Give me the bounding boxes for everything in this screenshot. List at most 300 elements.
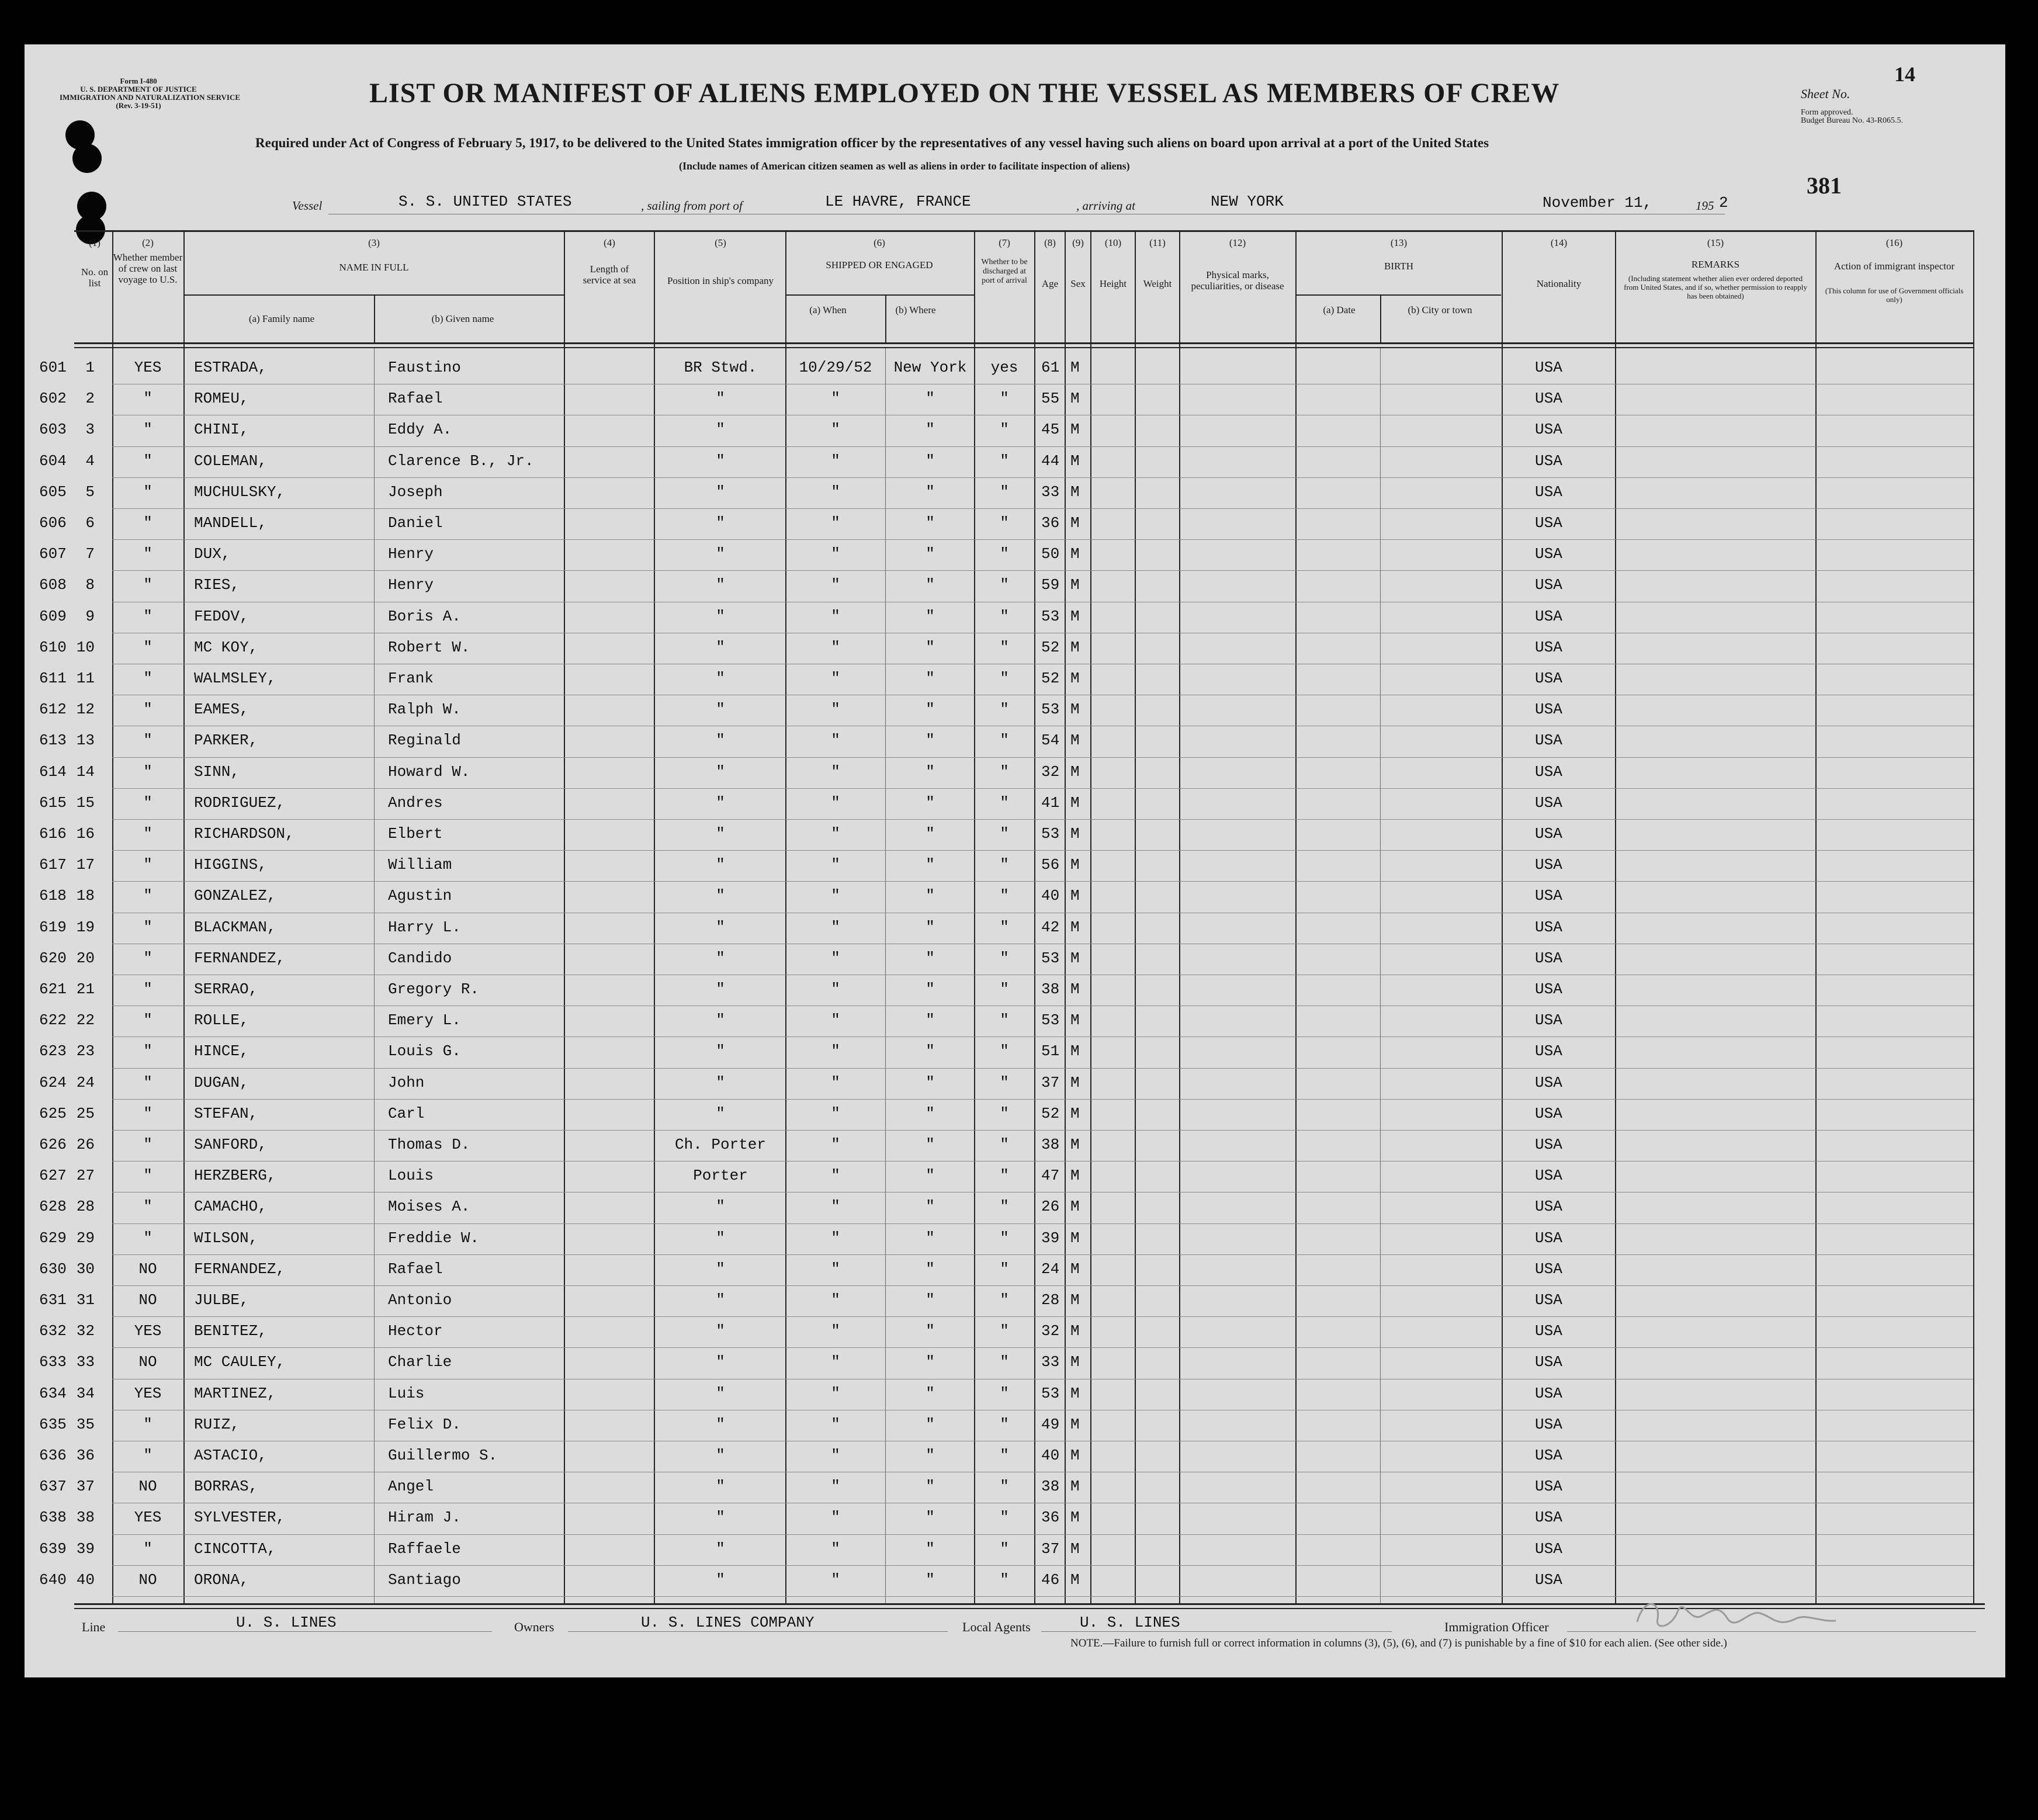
- row-given-name: Charlie: [388, 1353, 452, 1371]
- row-discharge: ": [1000, 1322, 1009, 1340]
- row-shipped-when: ": [831, 732, 840, 750]
- row-discharge: ": [1000, 887, 1009, 905]
- row-shipped-when: ": [831, 701, 840, 719]
- row-nationality: USA: [1535, 545, 1562, 563]
- row-sex: M: [1070, 1540, 1080, 1558]
- row-age: 26: [1041, 1198, 1060, 1216]
- row-sequence-number: 622: [39, 1011, 67, 1029]
- row-family-name: MC CAULEY,: [194, 1353, 286, 1371]
- row-position: Ch. Porter: [674, 1136, 767, 1153]
- row-shipped-when: ": [831, 1104, 840, 1122]
- row-nationality: USA: [1535, 1447, 1562, 1464]
- row-nationality: USA: [1535, 1167, 1562, 1185]
- row-family-name: RIES,: [194, 576, 240, 594]
- row-sequence-number: 608: [39, 576, 67, 594]
- row-shipped-where: ": [926, 1509, 935, 1527]
- col14-number: (14): [1550, 237, 1568, 248]
- row-shipped-when: 10/29/52: [799, 359, 872, 376]
- row-sequence-number: 629: [39, 1229, 67, 1247]
- col7-number: (7): [999, 237, 1010, 248]
- row-nationality: USA: [1535, 1415, 1562, 1433]
- col11-label: Weight: [1143, 278, 1172, 289]
- department: U. S. DEPARTMENT OF JUSTICE: [80, 85, 197, 93]
- sub-column-divider: [374, 348, 375, 1603]
- row-shipped-when: ": [831, 1571, 840, 1589]
- row-discharge: ": [1000, 1260, 1009, 1278]
- row-family-name: MUCHULSKY,: [194, 483, 286, 501]
- row-position: ": [716, 421, 725, 439]
- row-position: ": [716, 1509, 725, 1527]
- row-nationality: USA: [1535, 1571, 1562, 1589]
- row-family-name: WALMSLEY,: [194, 670, 276, 687]
- row-age: 49: [1041, 1415, 1060, 1433]
- row-sequence-number: 606: [39, 514, 67, 532]
- row-sex: M: [1070, 359, 1080, 376]
- col14-label: Nationality: [1536, 278, 1582, 289]
- row-shipped-when: ": [831, 793, 840, 812]
- row-sequence-number: 602: [39, 390, 67, 408]
- col15-sublabel: (Including statement whether alien ever ordered deported from United States, and if so, whether permission to reapply has been obtained): [1624, 274, 1807, 300]
- row-nationality: USA: [1535, 607, 1562, 625]
- row-family-name: HERZBERG,: [194, 1167, 276, 1185]
- row-age: 59: [1041, 576, 1060, 594]
- row-age: 37: [1041, 1073, 1060, 1091]
- row-shipped-when: ": [831, 918, 840, 936]
- row-nationality: USA: [1535, 576, 1562, 594]
- row-discharge: yes: [990, 359, 1018, 376]
- row-given-name: Rafael: [388, 1260, 443, 1278]
- row-sex: M: [1070, 421, 1080, 439]
- row-sequence-number: 637: [39, 1478, 67, 1496]
- row-list-number: 5: [85, 483, 95, 501]
- sheet-number: 14: [1894, 63, 1915, 86]
- row-position: ": [716, 1198, 725, 1216]
- subtitle: Required under Act of Congress of February 5, 1917, to be delivered to the United States immigration officer by the representatives of any vessel having such aliens on board upon arrival at a port of the United States: [255, 136, 1489, 150]
- row-discharge: ": [1000, 1011, 1009, 1029]
- row-rule: [112, 1223, 1973, 1224]
- row-shipped-where: ": [926, 1260, 935, 1278]
- row-sex: M: [1070, 1042, 1080, 1060]
- row-position: ": [716, 1073, 725, 1091]
- row-previous-voyage: ": [143, 1415, 152, 1433]
- row-list-number: 11: [76, 670, 95, 687]
- row-sequence-number: 619: [39, 918, 67, 936]
- row-family-name: STEFAN,: [194, 1104, 258, 1122]
- row-shipped-when: ": [831, 1478, 840, 1496]
- row-list-number: 19: [76, 918, 95, 936]
- row-given-name: Howard W.: [388, 762, 470, 781]
- row-age: 53: [1041, 825, 1060, 843]
- row-given-name: Emery L.: [388, 1011, 461, 1029]
- row-nationality: USA: [1535, 1042, 1562, 1060]
- row-position: ": [716, 1415, 725, 1433]
- row-position: BR Stwd.: [684, 359, 757, 376]
- local-agents-label: Local Agents: [962, 1620, 1031, 1634]
- row-age: 38: [1041, 1478, 1060, 1496]
- row-shipped-where: ": [926, 980, 935, 998]
- row-shipped-when: ": [831, 421, 840, 439]
- row-sequence-number: 612: [39, 701, 67, 719]
- row-position: ": [716, 825, 725, 843]
- row-list-number: 10: [76, 638, 95, 656]
- row-given-name: Luis: [388, 1384, 425, 1402]
- row-rule: [112, 508, 1973, 509]
- row-sex: M: [1070, 980, 1080, 998]
- line-label: Line: [82, 1620, 106, 1634]
- row-shipped-where: ": [926, 483, 935, 501]
- row-position: ": [716, 670, 725, 687]
- row-nationality: USA: [1535, 856, 1562, 874]
- manifest-sheet: [25, 44, 2005, 1677]
- row-rule: [112, 570, 1973, 571]
- col3-label: NAME IN FULL: [339, 262, 409, 273]
- row-discharge: ": [1000, 670, 1009, 687]
- col13a-label: (a) Date: [1323, 304, 1356, 316]
- row-position: ": [716, 701, 725, 719]
- col8-number: (8): [1044, 237, 1056, 248]
- row-family-name: CINCOTTA,: [194, 1540, 276, 1558]
- row-previous-voyage: NO: [138, 1353, 157, 1371]
- row-shipped-when: ": [831, 670, 840, 687]
- row-position: ": [716, 1384, 725, 1402]
- row-family-name: BORRAS,: [194, 1478, 258, 1496]
- row-previous-voyage: ": [143, 421, 152, 439]
- row-list-number: 8: [85, 576, 95, 594]
- row-nationality: USA: [1535, 1073, 1562, 1091]
- row-sex: M: [1070, 1571, 1080, 1589]
- column-divider: [1502, 230, 1503, 1604]
- row-shipped-where: ": [926, 1447, 935, 1464]
- vessel-name: S. S. UNITED STATES: [398, 193, 572, 210]
- row-previous-voyage: ": [143, 793, 152, 812]
- row-previous-voyage: ": [143, 1042, 152, 1060]
- row-shipped-where: ": [926, 607, 935, 625]
- row-shipped-when: ": [831, 514, 840, 532]
- row-shipped-when: ": [831, 1136, 840, 1153]
- col13b-label: (b) City or town: [1408, 304, 1472, 316]
- row-shipped-where: ": [926, 732, 935, 750]
- row-age: 55: [1041, 390, 1060, 408]
- row-age: 53: [1041, 1384, 1060, 1402]
- row-shipped-when: ": [831, 576, 840, 594]
- row-sequence-number: 611: [39, 670, 67, 687]
- row-age: 40: [1041, 887, 1060, 905]
- col6a-label: (a) When: [809, 304, 847, 316]
- row-shipped-where: ": [926, 1478, 935, 1496]
- row-discharge: ": [1000, 1540, 1009, 1558]
- col6-label: SHIPPED OR ENGAGED: [826, 259, 933, 271]
- row-discharge: ": [1000, 1353, 1009, 1371]
- row-shipped-when: ": [831, 607, 840, 625]
- row-position: ": [716, 1540, 725, 1558]
- col6-number: (6): [874, 237, 885, 248]
- row-given-name: Carl: [388, 1104, 425, 1122]
- row-nationality: USA: [1535, 1198, 1562, 1216]
- row-discharge: ": [1000, 1415, 1009, 1433]
- row-list-number: 40: [76, 1571, 95, 1589]
- row-previous-voyage: ": [143, 514, 152, 532]
- service: IMMIGRATION AND NATURALIZATION SERVICE: [60, 93, 241, 102]
- row-discharge: ": [1000, 980, 1009, 998]
- row-shipped-where: ": [926, 1198, 935, 1216]
- row-given-name: Candido: [388, 949, 452, 967]
- row-nationality: USA: [1535, 762, 1562, 781]
- row-position: ": [716, 1042, 725, 1060]
- row-shipped-where: ": [926, 638, 935, 656]
- row-given-name: Hector: [388, 1322, 443, 1340]
- row-nationality: USA: [1535, 1011, 1562, 1029]
- row-sequence-number: 633: [39, 1353, 67, 1371]
- row-shipped-where: ": [926, 949, 935, 967]
- row-position: ": [716, 1447, 725, 1464]
- row-nationality: USA: [1535, 1104, 1562, 1122]
- row-sequence-number: 634: [39, 1384, 67, 1402]
- row-nationality: USA: [1535, 452, 1562, 470]
- page-title: LIST OR MANIFEST OF ALIENS EMPLOYED ON THE VESSEL AS MEMBERS OF CREW: [369, 78, 1560, 109]
- row-list-number: 33: [76, 1353, 95, 1371]
- row-family-name: PARKER,: [194, 732, 258, 750]
- column-divider: [1034, 230, 1035, 1604]
- row-previous-voyage: ": [143, 1198, 152, 1216]
- row-nationality: USA: [1535, 638, 1562, 656]
- row-rule: [112, 1130, 1973, 1131]
- row-sequence-number: 624: [39, 1073, 67, 1091]
- row-rule: [112, 757, 1973, 758]
- row-nationality: USA: [1535, 670, 1562, 687]
- col3b-label: (b) Given name: [431, 313, 494, 324]
- row-family-name: ESTRADA,: [194, 359, 267, 376]
- row-rule: [112, 1316, 1973, 1317]
- row-shipped-where: ": [926, 825, 935, 843]
- row-rule: [112, 1534, 1973, 1535]
- row-previous-voyage: ": [143, 732, 152, 750]
- row-position: ": [716, 918, 725, 936]
- row-position: ": [716, 980, 725, 998]
- col7-label: Whether to be discharged at port of arrival: [981, 258, 1028, 285]
- row-age: 38: [1041, 1136, 1060, 1153]
- row-discharge: ": [1000, 638, 1009, 656]
- row-discharge: ": [1000, 607, 1009, 625]
- row-nationality: USA: [1535, 1322, 1562, 1340]
- row-position: ": [716, 1478, 725, 1496]
- row-rule: [112, 1254, 1973, 1255]
- row-sequence-number: 604: [39, 452, 67, 470]
- row-list-number: 25: [76, 1104, 95, 1122]
- row-sex: M: [1070, 701, 1080, 719]
- row-shipped-when: ": [831, 949, 840, 967]
- row-position: ": [716, 576, 725, 594]
- row-list-number: 35: [76, 1415, 95, 1433]
- column-divider: [654, 230, 655, 1604]
- row-nationality: USA: [1535, 1509, 1562, 1527]
- row-sequence-number: 618: [39, 887, 67, 905]
- row-shipped-where: ": [926, 576, 935, 594]
- row-sequence-number: 640: [39, 1571, 67, 1589]
- row-nationality: USA: [1535, 732, 1562, 750]
- row-age: 33: [1041, 1353, 1060, 1371]
- row-position: ": [716, 1291, 725, 1309]
- row-list-number: 21: [76, 980, 95, 998]
- column-divider: [564, 230, 565, 1604]
- row-list-number: 16: [76, 825, 95, 843]
- row-shipped-where: ": [926, 1322, 935, 1340]
- row-shipped-where: ": [926, 1384, 935, 1402]
- column-divider: [1179, 230, 1180, 1604]
- year-prefix: 195: [1696, 199, 1714, 213]
- row-nationality: USA: [1535, 359, 1562, 376]
- row-age: 40: [1041, 1447, 1060, 1464]
- row-nationality: USA: [1535, 514, 1562, 532]
- col4-label: Length of service at sea: [583, 264, 636, 286]
- row-list-number: 29: [76, 1229, 95, 1247]
- row-family-name: FERNANDEZ,: [194, 949, 286, 967]
- row-sex: M: [1070, 762, 1080, 781]
- col5-number: (5): [715, 237, 726, 248]
- row-discharge: ": [1000, 1509, 1009, 1527]
- row-sex: M: [1070, 1104, 1080, 1122]
- row-list-number: 2: [85, 390, 95, 408]
- row-given-name: John: [388, 1073, 425, 1091]
- row-position: ": [716, 638, 725, 656]
- row-given-name: Guillermo S.: [388, 1447, 498, 1464]
- row-list-number: 24: [76, 1073, 95, 1091]
- column-divider: [1090, 230, 1091, 1604]
- row-list-number: 6: [85, 514, 95, 532]
- row-age: 36: [1041, 1509, 1060, 1527]
- row-discharge: ": [1000, 1447, 1009, 1464]
- row-given-name: Raffaele: [388, 1540, 461, 1558]
- row-sequence-number: 617: [39, 856, 67, 874]
- row-previous-voyage: ": [143, 483, 152, 501]
- row-sequence-number: 607: [39, 545, 67, 563]
- row-previous-voyage: ": [143, 1447, 152, 1464]
- row-position: ": [716, 1353, 725, 1371]
- row-shipped-where: ": [926, 545, 935, 563]
- row-shipped-when: ": [831, 1447, 840, 1464]
- col13-label: BIRTH: [1384, 261, 1413, 272]
- row-previous-voyage: ": [143, 670, 152, 687]
- row-nationality: USA: [1535, 1384, 1562, 1402]
- row-discharge: ": [1000, 1291, 1009, 1309]
- row-sex: M: [1070, 1198, 1080, 1216]
- row-given-name: Rafael: [388, 390, 443, 408]
- row-family-name: RUIZ,: [194, 1415, 240, 1433]
- row-position: ": [716, 1011, 725, 1029]
- col11-number: (11): [1149, 237, 1166, 248]
- row-shipped-when: ": [831, 1073, 840, 1091]
- row-sequence-number: 614: [39, 762, 67, 781]
- row-sex: M: [1070, 1447, 1080, 1464]
- line-value: U. S. LINES: [236, 1614, 337, 1631]
- row-shipped-when: ": [831, 1384, 840, 1402]
- col2-label: Whether member of crew on last voyage to U.S.: [113, 252, 183, 285]
- row-previous-voyage: NO: [138, 1291, 157, 1309]
- row-sequence-number: 610: [39, 638, 67, 656]
- row-sequence-number: 625: [39, 1104, 67, 1122]
- column-divider: [1973, 230, 1974, 1604]
- row-sequence-number: 627: [39, 1167, 67, 1185]
- row-nationality: USA: [1535, 1291, 1562, 1309]
- column-divider: [1135, 230, 1136, 1604]
- row-age: 46: [1041, 1571, 1060, 1589]
- row-age: 52: [1041, 638, 1060, 656]
- row-given-name: Daniel: [388, 514, 443, 532]
- row-age: 52: [1041, 1104, 1060, 1122]
- row-position: ": [716, 483, 725, 501]
- row-given-name: Clarence B., Jr.: [388, 452, 534, 470]
- row-position: ": [716, 545, 725, 563]
- row-shipped-where: ": [926, 793, 935, 812]
- row-discharge: ": [1000, 1384, 1009, 1402]
- row-family-name: HINCE,: [194, 1042, 249, 1060]
- row-nationality: USA: [1535, 421, 1562, 439]
- row-list-number: 28: [76, 1198, 95, 1216]
- row-shipped-where: ": [926, 1353, 935, 1371]
- row-sex: M: [1070, 545, 1080, 563]
- row-shipped-when: ": [831, 1167, 840, 1185]
- row-family-name: CHINI,: [194, 421, 249, 439]
- row-list-number: 37: [76, 1478, 95, 1496]
- row-rule: [112, 446, 1973, 447]
- row-nationality: USA: [1535, 949, 1562, 967]
- row-shipped-when: ": [831, 1415, 840, 1433]
- row-list-number: 13: [76, 732, 95, 750]
- stamp-number: 381: [1807, 172, 1842, 199]
- immigration-officer-label: Immigration Officer: [1444, 1620, 1549, 1634]
- form-approved-line: Form approved.: [1801, 108, 1853, 117]
- sub-column-divider: [1380, 296, 1381, 344]
- row-previous-voyage: ": [143, 1167, 152, 1185]
- row-family-name: ROLLE,: [194, 1011, 249, 1029]
- row-rule: [112, 539, 1973, 540]
- row-shipped-when: ": [831, 1260, 840, 1278]
- row-sequence-number: 631: [39, 1291, 67, 1309]
- row-nationality: USA: [1535, 1260, 1562, 1278]
- row-nationality: USA: [1535, 793, 1562, 812]
- row-given-name: Eddy A.: [388, 421, 452, 439]
- row-age: 53: [1041, 607, 1060, 625]
- column-divider: [183, 230, 185, 1604]
- row-sex: M: [1070, 1136, 1080, 1153]
- row-sex: M: [1070, 1384, 1080, 1402]
- row-list-number: 22: [76, 1011, 95, 1029]
- col5-label: Position in ship's company: [667, 275, 774, 286]
- row-previous-voyage: ": [143, 887, 152, 905]
- row-sex: M: [1070, 607, 1080, 625]
- row-list-number: 20: [76, 949, 95, 967]
- row-sex: M: [1070, 1260, 1080, 1278]
- row-age: 53: [1041, 1011, 1060, 1029]
- row-shipped-when: ": [831, 887, 840, 905]
- row-sequence-number: 636: [39, 1447, 67, 1464]
- row-age: 41: [1041, 793, 1060, 812]
- row-sequence-number: 603: [39, 421, 67, 439]
- sub-column-divider: [885, 296, 886, 344]
- row-previous-voyage: YES: [134, 1384, 162, 1402]
- row-given-name: William: [388, 856, 452, 874]
- row-position: ": [716, 1229, 725, 1247]
- row-shipped-where: ": [926, 1571, 935, 1589]
- row-age: 50: [1041, 545, 1060, 563]
- row-discharge: ": [1000, 701, 1009, 719]
- row-nationality: USA: [1535, 980, 1562, 998]
- row-position: ": [716, 732, 725, 750]
- row-position: ": [716, 887, 725, 905]
- row-shipped-when: ": [831, 1198, 840, 1216]
- row-age: 36: [1041, 514, 1060, 532]
- row-nationality: USA: [1535, 887, 1562, 905]
- row-list-number: 23: [76, 1042, 95, 1060]
